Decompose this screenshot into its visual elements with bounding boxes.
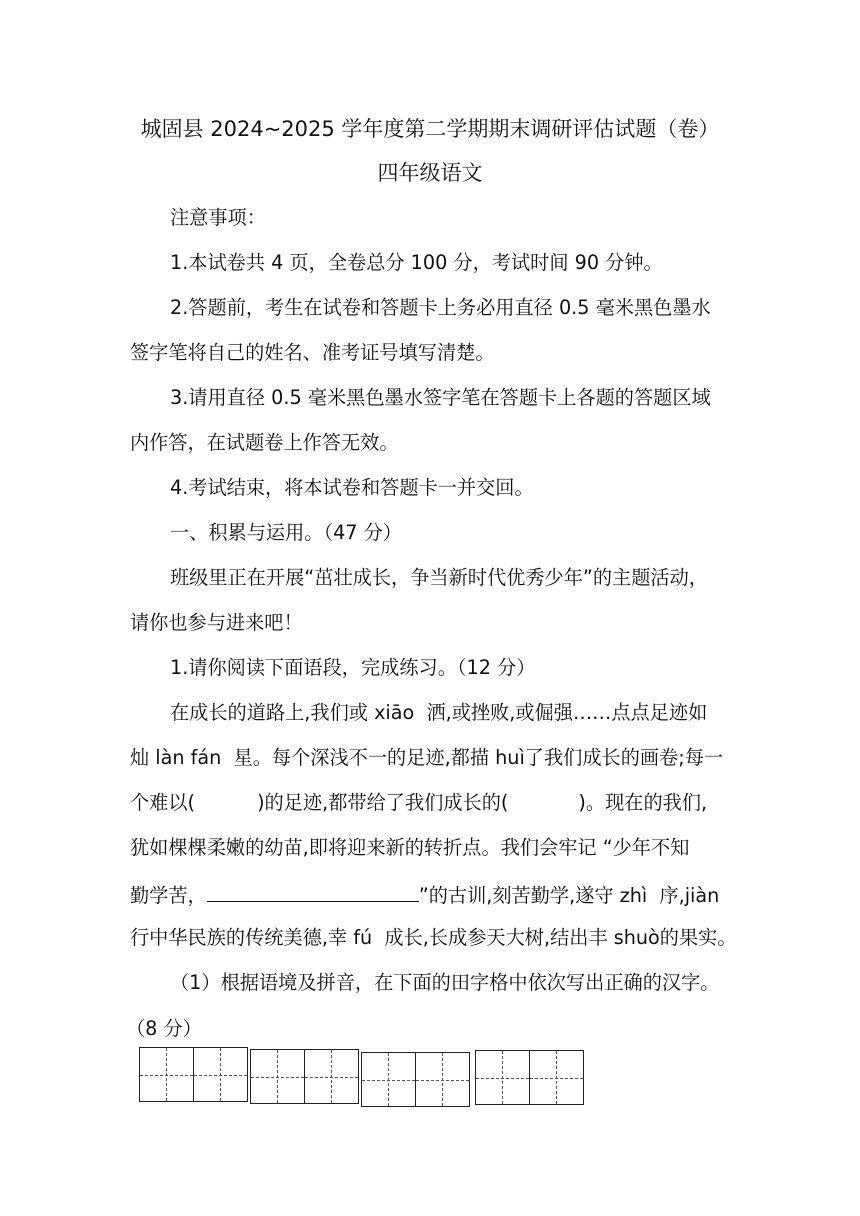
section-intro-line-1: 班级里正在开展“茁壮成长，争当新时代优秀少年”的主题活动，	[170, 566, 708, 589]
passage-line-2: 灿 làn fán 星。每个深浅不一的足迹,都描 huì了我们成长的画卷;每一	[130, 746, 724, 769]
notes-item-2-line-2: 签字笔将自己的姓名、准考证号填写清楚。	[130, 341, 495, 364]
notes-item-4: 4.考试结束，将本试卷和答题卡一并交回。	[170, 476, 534, 499]
passage-line-3	[130, 791, 707, 815]
passage-line-4: 犹如棵棵柔嫩的幼苗,即将迎来新的转折点。我们会牢记 “少年不知	[130, 836, 690, 859]
passage-line-5	[130, 881, 719, 908]
passage-line-6: 行中华民族的传统美德,幸 fú 成长,长成参天大树,结出丰 shuò的果实。	[130, 926, 737, 949]
tianzige-box-2[interactable]	[250, 1049, 359, 1104]
notes-heading: 注意事项：	[170, 206, 266, 229]
tianzige-cell[interactable]	[305, 1050, 359, 1103]
notes-item-1: 1.本试卷共 4 页，全卷总分 100 分，考试时间 90 分钟。	[170, 251, 663, 274]
section-heading: 一、积累与运用。（47 分）	[170, 521, 402, 544]
tianzige-cell[interactable]	[416, 1053, 470, 1106]
notes-item-3-line-1: 3.请用直径 0.5 毫米黑色墨水签字笔在答题卡上各题的答题区域	[170, 386, 711, 409]
tianzige-cell[interactable]	[476, 1051, 530, 1104]
tianzige-box-1[interactable]	[139, 1047, 248, 1102]
notes-item-2-line-1: 2.答题前，考生在试卷和答题卡上务必用直径 0.5 毫米黑色墨水	[170, 296, 711, 319]
tianzige-cell[interactable]	[251, 1050, 305, 1103]
passage-line-3-part-1: 个难以(	[130, 791, 196, 814]
passage-line-5-part-1: 勤学苦，	[130, 884, 207, 907]
tianzige-box-4[interactable]	[475, 1050, 584, 1105]
tianzige-cell[interactable]	[530, 1051, 584, 1104]
sub-question-1-line-1: （1）根据语境及拼音，在下面的田字格中依次写出正确的汉字。	[170, 971, 720, 994]
passage-line-1: 在成长的道路上,我们或 xiāo 洒,或挫败,或倔强……点点足迹如	[170, 701, 708, 724]
fill-in-underline	[207, 881, 419, 902]
exam-title: 城固县 2024~2025 学年度第二学期期末调研评估试题（卷）	[140, 117, 720, 141]
passage-line-5-part-2: ”的古训,刻苦勤学,遂守 zhì 序,jiàn	[418, 884, 720, 907]
tianzige-cell[interactable]	[194, 1048, 248, 1101]
notes-item-3-line-2: 内作答，在试题卷上作答无效。	[130, 431, 399, 454]
tianzige-box-3[interactable]	[361, 1052, 470, 1107]
question-1: 1.请你阅读下面语段，完成练习。（12 分）	[170, 656, 536, 679]
exam-subtitle: 四年级语文	[377, 161, 483, 185]
passage-line-3-part-2: )的足迹,都带给了我们成长的(	[257, 791, 509, 814]
passage-line-3-part-3: )。现在的我们,	[578, 791, 708, 814]
section-intro-line-2: 请你也参与进来吧！	[130, 611, 303, 634]
sub-question-1-line-2: （8 分）	[126, 1017, 202, 1040]
tianzige-cell[interactable]	[362, 1053, 416, 1106]
tianzige-cell[interactable]	[140, 1048, 194, 1101]
